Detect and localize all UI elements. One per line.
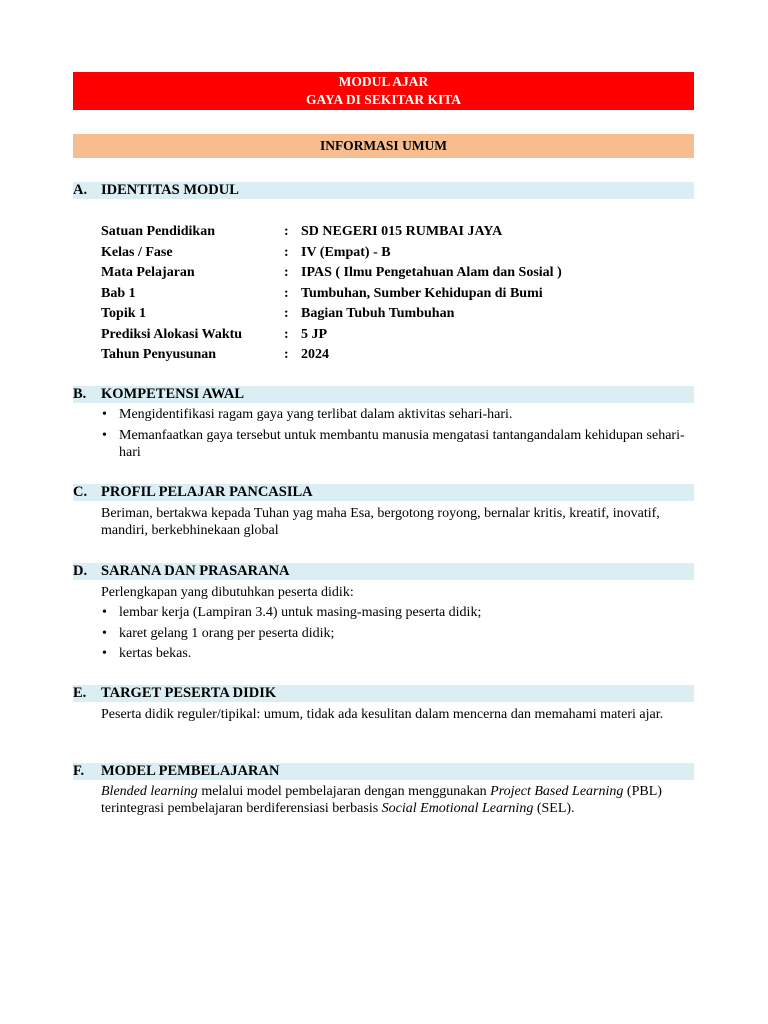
identity-label: Topik 1 xyxy=(101,306,147,321)
kompetensi-awal-list xyxy=(101,406,691,464)
title-line-modul-ajar: MODUL AJAR xyxy=(338,74,429,89)
model-text-part: melalui model pembelajaran dengan menggunakan xyxy=(197,784,491,799)
section-f-letter: F. xyxy=(73,763,85,779)
list-item xyxy=(101,625,691,642)
section-f-title: MODEL PEMBELAJARAN xyxy=(101,763,280,779)
identity-label: Tahun Penyusunan xyxy=(101,347,217,362)
identity-value: Bagian Tubuh Tumbuhan xyxy=(301,306,455,321)
sel-term: Social Emotional Learning xyxy=(381,801,534,816)
model-text-part: (PBL) terintegrasi pembelajaran berdiferensiasi berbasis xyxy=(101,784,662,816)
section-a-heading xyxy=(73,182,694,199)
informasi-umum-bar: INFORMASI UMUM xyxy=(73,134,694,158)
identity-colon: : xyxy=(284,306,289,321)
section-a-letter: A. xyxy=(73,182,88,198)
list-item xyxy=(101,427,691,461)
identity-colon: : xyxy=(284,265,289,280)
identity-row xyxy=(101,263,701,284)
section-e-heading xyxy=(73,685,694,702)
section-a-title: IDENTITAS MODUL xyxy=(101,182,239,198)
section-b-title: KOMPETENSI AWAL xyxy=(101,386,245,402)
list-item-text: lembar kerja (Lampiran 3.4) untuk masing-masing peserta didik; xyxy=(119,605,482,620)
section-c-letter: C. xyxy=(73,484,88,500)
list-item xyxy=(101,645,691,662)
identity-colon: : xyxy=(284,244,289,260)
identity-label: Bab 1 xyxy=(101,285,136,301)
section-b-letter: B. xyxy=(73,386,87,402)
section-c-title: PROFIL PELAJAR PANCASILA xyxy=(101,484,313,500)
identity-table xyxy=(101,222,701,366)
identity-label: Prediksi Alokasi Waktu xyxy=(101,326,243,342)
sarana-list xyxy=(101,604,691,666)
identity-value: 5 JP xyxy=(301,326,328,342)
section-e-letter: E. xyxy=(73,685,87,701)
identity-colon: : xyxy=(284,347,289,362)
bullet-icon: • xyxy=(102,605,107,620)
list-item-text: karet gelang 1 orang per peserta didik; xyxy=(119,625,335,641)
identity-row xyxy=(101,222,701,243)
identity-value: IV (Empat) - B xyxy=(301,244,391,260)
blended-learning-term: Blended learning xyxy=(101,784,198,799)
document-title-banner xyxy=(73,72,694,110)
bullet-icon: • xyxy=(102,625,107,641)
section-c-heading xyxy=(73,484,694,501)
bullet-icon: • xyxy=(102,427,107,443)
section-d-letter: D. xyxy=(73,563,88,579)
identity-row xyxy=(101,325,701,346)
sarana-intro-text: Perlengkapan yang dibutuhkan peserta didik: xyxy=(101,585,354,600)
title-line-topic: GAYA DI SEKITAR KITA xyxy=(306,92,461,107)
list-item-text: kertas bekas. xyxy=(119,646,192,661)
list-item xyxy=(101,406,691,423)
profil-pelajar-text: Beriman, bertakwa kepada Tuhan yag maha Esa, bergotong royong, bernalar kritis, kreatif, inovatif, mandiri, berkebhinekaan global xyxy=(101,506,660,538)
model-text-part: (SEL). xyxy=(533,801,575,816)
identity-row xyxy=(101,243,701,264)
bullet-icon: • xyxy=(102,407,107,422)
section-e-title: TARGET PESERTA DIDIK xyxy=(101,685,277,701)
list-item xyxy=(101,604,691,621)
identity-value: IPAS ( Ilmu Pengetahuan Alam dan Sosial ) xyxy=(301,265,562,280)
bullet-icon: • xyxy=(102,646,107,661)
identity-value: Tumbuhan, Sumber Kehidupan di Bumi xyxy=(301,285,543,301)
list-item-text: Mengidentifikasi ragam gaya yang terlibat dalam aktivitas sehari-hari. xyxy=(119,407,513,422)
section-d-title: SARANA DAN PRASARANA xyxy=(101,563,290,579)
identity-colon: : xyxy=(284,224,289,239)
identity-label: Mata Pelajaran xyxy=(101,265,195,280)
identity-colon: : xyxy=(284,285,289,301)
identity-row xyxy=(101,345,701,366)
target-peserta-text: Peserta didik reguler/tipikal: umum, tidak ada kesulitan dalam mencerna dan memahami materi ajar. xyxy=(101,707,664,722)
identity-row xyxy=(101,304,701,325)
identity-value: 2024 xyxy=(301,347,329,362)
identity-value: SD NEGERI 015 RUMBAI JAYA xyxy=(301,224,503,239)
pbl-term: Project Based Learning xyxy=(490,784,624,799)
section-b-heading xyxy=(73,386,694,403)
identity-label: Kelas / Fase xyxy=(101,244,173,260)
identity-row xyxy=(101,284,701,305)
section-d-heading xyxy=(73,563,694,580)
list-item-text: Memanfaatkan gaya tersebut untuk membantu manusia mengatasi tantangandalam kehidupan sehari-hari xyxy=(119,427,685,460)
section-f-heading xyxy=(73,763,694,780)
model-pembelajaran-text xyxy=(101,783,697,817)
identity-colon: : xyxy=(284,326,289,342)
identity-label: Satuan Pendidikan xyxy=(101,224,215,239)
